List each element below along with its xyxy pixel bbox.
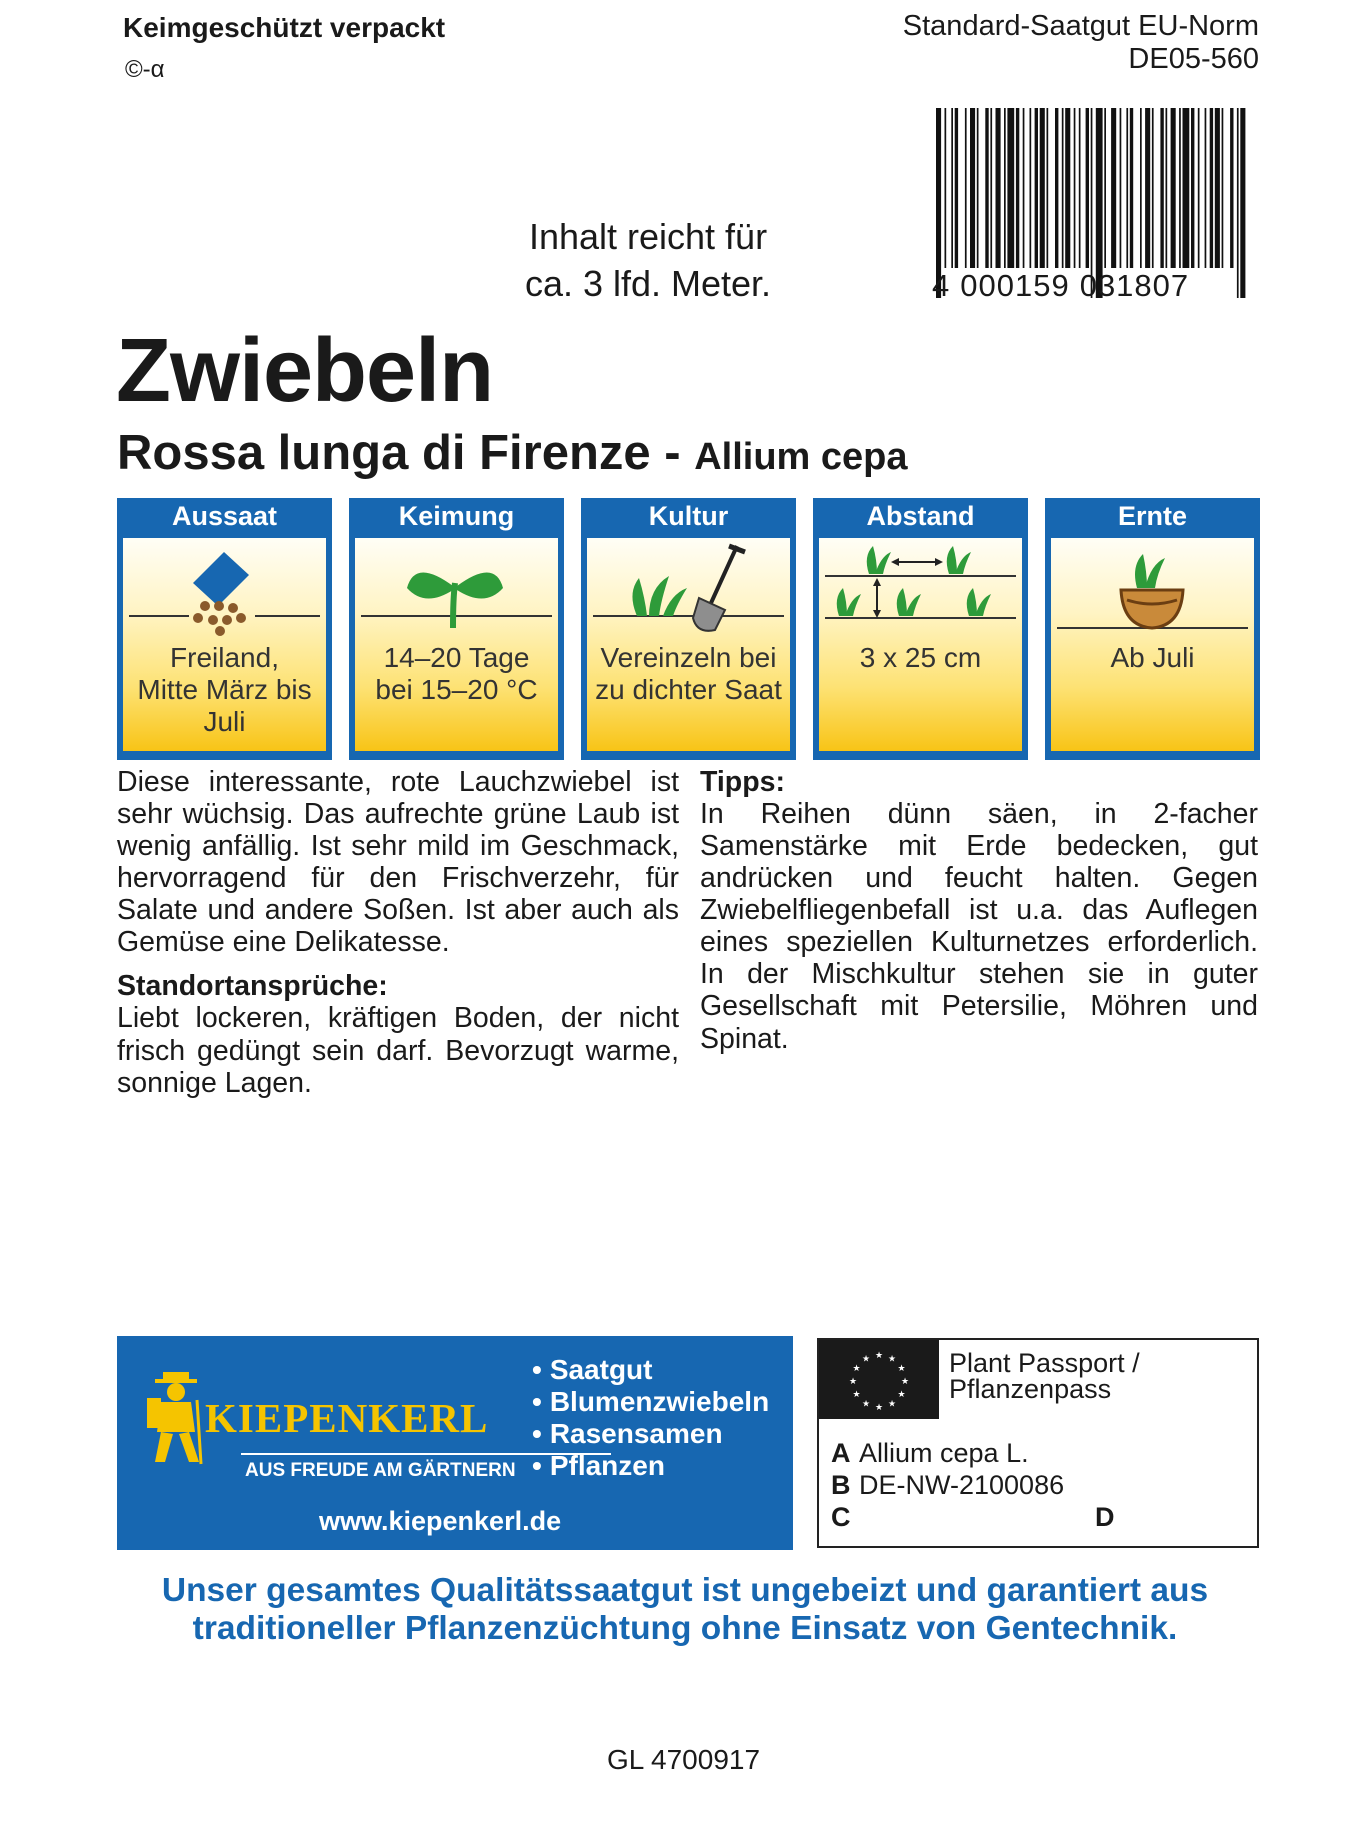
panel-title: Ernte — [1117, 501, 1188, 531]
panel-text-line: 14–20 Tage — [383, 642, 530, 673]
passport-label: C — [831, 1502, 851, 1532]
barcode-bar — [1230, 108, 1233, 268]
brand-item: • Saatgut — [532, 1354, 769, 1386]
panel-text-line: zu dichter Saat — [595, 674, 782, 706]
brand-url[interactable]: www.kiepenkerl.de — [319, 1506, 562, 1536]
passport-title-line: Pflanzenpass — [949, 1374, 1112, 1404]
barcode-bar — [1030, 108, 1032, 268]
panel-text-line: Freiland, — [170, 642, 279, 673]
standard-note — [903, 10, 1259, 76]
panel-keimung — [349, 498, 564, 760]
article-code: GL 4700917 — [606, 1744, 761, 1775]
description-right — [700, 766, 1258, 1055]
panel-title: Keimung — [398, 501, 515, 531]
barcode-bar — [1062, 108, 1064, 268]
barcode-bar — [1145, 108, 1150, 268]
panel-text — [591, 642, 786, 706]
panel-abstand — [813, 498, 1028, 760]
barcode-bar — [1120, 108, 1122, 268]
barcode-bar — [1222, 108, 1224, 268]
panel-text-line: Juli — [203, 706, 246, 738]
copyright-mark: ©-α — [125, 56, 165, 83]
barcode-bar — [1040, 108, 1045, 268]
barcode-bar — [1047, 108, 1049, 268]
passport-value: Allium cepa L. — [859, 1438, 1029, 1468]
barcode-bar — [1023, 108, 1025, 268]
panel-title: Abstand — [866, 501, 975, 531]
passport-title-line: Plant Passport / — [949, 1348, 1140, 1378]
standard-line-1: Standard-Saatgut EU-Norm — [902, 10, 1259, 42]
eu-star: ★ — [848, 1376, 858, 1386]
seed-packet-icon — [123, 538, 326, 638]
barcode-digits-right: 031807 — [1079, 268, 1190, 303]
barcode-bar — [1166, 108, 1168, 268]
passport-value: DE-NW-2100086 — [859, 1470, 1065, 1500]
latin-name: Allium cepa — [694, 436, 908, 478]
eu-star: ★ — [897, 1389, 906, 1399]
barcode-bar — [1126, 108, 1128, 268]
barcode-bar — [1130, 108, 1133, 268]
seedling-icon — [355, 538, 558, 638]
eu-star: ★ — [887, 1398, 897, 1409]
eu-star: ★ — [852, 1363, 861, 1373]
product-title: Zwiebeln — [116, 321, 494, 421]
barcode-bar — [1240, 108, 1245, 298]
description-intro: Diese interessante, rote Lauchzwiebel ist sehr wüchsig. Das aufrechte grüne Laub ist wenig anfällig. Ist sehr mild im Geschmack, hervorragend für den Frischverzehr, für Salate und andere Soßen. Ist aber auch als Gemüse eine Delikatesse. — [117, 766, 679, 959]
barcode-bar — [990, 108, 992, 268]
barcode-bar — [1140, 108, 1142, 268]
passport-label: D — [1095, 1502, 1115, 1532]
barcode-digit-first: 4 — [932, 268, 951, 303]
passport-row-d — [1095, 1502, 1123, 1533]
barcode-bar — [1111, 108, 1116, 268]
panel-title: Aussaat — [171, 501, 278, 531]
panel-text-line: Mitte März bis — [137, 674, 312, 706]
eu-star: ★ — [861, 1398, 871, 1409]
brand-item: • Pflanzen — [532, 1450, 769, 1482]
kiepenkerl-figure-icon — [145, 1370, 209, 1466]
brand-slogan: AUS FREUDE AM GÄRTNERN — [245, 1460, 516, 1481]
eu-star: ★ — [897, 1363, 906, 1373]
eu-stars-icon — [819, 1340, 939, 1419]
passport-label: A — [831, 1438, 851, 1468]
harvest-bowl-icon — [1051, 538, 1254, 638]
passport-row-a — [831, 1438, 1029, 1469]
passport-label: B — [831, 1470, 851, 1500]
eu-star: ★ — [852, 1389, 861, 1399]
panel-text-line: Vereinzeln bei — [600, 642, 777, 673]
panel-text — [359, 642, 554, 706]
barcode-bar — [965, 108, 967, 268]
passport-row-c — [831, 1502, 859, 1533]
plant-passport — [817, 1338, 1259, 1548]
panel-kultur — [581, 498, 796, 760]
barcode-bar — [1183, 108, 1190, 268]
brand-block — [117, 1336, 793, 1550]
guarantee-note — [140, 1572, 1230, 1647]
tips-text: In Reihen dünn säen, in 2-facher Samenstärke mit Erde bedecken, gut andrücken und feucht halten. Gegen Zwiebelfliegenbefall ist u.a. das Auflegen eines speziellen Kulturnetzes erforderlich. In der Mischkultur stehen sie in guter Gesellschaft mit Petersilie, Möhren und Spinat. — [700, 798, 1258, 1055]
brand-item: • Rasensamen — [532, 1418, 769, 1450]
guarantee-line: traditioneller Pflanzenzüchtung ohne Einsatz von Gentechnik. — [192, 1609, 1178, 1647]
barcode-bar — [1152, 108, 1154, 268]
barcode-bar — [945, 108, 947, 268]
barcode-digits-left: 000159 — [960, 268, 1070, 303]
eu-star: ★ — [900, 1376, 910, 1386]
barcode-bar — [1079, 108, 1081, 268]
passport-title — [949, 1350, 1140, 1402]
barcode-bar — [1171, 108, 1176, 268]
barcode-bar — [951, 108, 953, 268]
guarantee-line: Unser gesamtes Qualitätssaatgut ist ungebeizt und garantiert aus — [161, 1572, 1209, 1609]
info-panels — [117, 498, 1260, 760]
barcode-bar — [1237, 108, 1239, 298]
description-left — [117, 766, 679, 1099]
barcode-bar — [1104, 108, 1106, 268]
panel-aussaat — [117, 498, 332, 760]
spade-icon — [587, 538, 790, 638]
panel-title: Kultur — [648, 501, 729, 531]
barcode-bar — [1035, 108, 1038, 268]
barcode-bar — [1198, 108, 1200, 268]
panel-text-line: 3 x 25 cm — [859, 642, 982, 673]
eu-flag-icon — [819, 1340, 939, 1419]
tips-heading: Tipps: — [700, 766, 785, 798]
brand-name: KIEPENKERL — [205, 1395, 489, 1441]
barcode-bar — [1210, 108, 1213, 268]
content-note-line-1: Inhalt reicht für — [528, 216, 768, 257]
panel-text — [1055, 642, 1250, 674]
eu-star: ★ — [861, 1353, 871, 1364]
barcode-bar — [996, 108, 1001, 268]
barcode-bar — [1055, 108, 1058, 268]
barcode — [932, 108, 1252, 303]
eu-star: ★ — [887, 1353, 897, 1364]
product-subtitle — [117, 425, 908, 481]
panel-text — [823, 642, 1018, 674]
barcode-bar — [1016, 108, 1019, 268]
content-note — [508, 214, 788, 308]
standard-line-2: DE05-560 — [1128, 42, 1259, 75]
barcode-bar — [1205, 108, 1207, 268]
barcode-bar — [1074, 108, 1076, 268]
eu-star: ★ — [874, 1350, 884, 1360]
barcode-bar — [1065, 108, 1070, 268]
brand-product-list — [532, 1354, 769, 1482]
barcode-bar — [1160, 108, 1163, 268]
content-note-line-2: ca. 3 lfd. Meter. — [524, 262, 772, 304]
barcode-bar — [1007, 108, 1014, 268]
brand-item: • Blumenzwiebeln — [532, 1386, 769, 1418]
barcode-bar — [1191, 108, 1194, 268]
panel-text-line: Ab Juli — [1110, 642, 1195, 673]
variety-name: Rossa lunga di Firenze - — [117, 426, 681, 480]
eu-star: ★ — [874, 1402, 884, 1412]
barcode-bar — [977, 108, 979, 268]
spacing-icon — [819, 538, 1022, 638]
panel-text-line: bei 15–20 °C — [375, 674, 538, 706]
location-text: Liebt lockeren, kräftigen Boden, der nicht frisch gedüngt sein darf. Bevorzugt warme, sonnige Lagen. — [117, 1002, 679, 1099]
panel-ernte — [1045, 498, 1260, 760]
barcode-bar — [1215, 108, 1220, 268]
barcode-bar — [985, 108, 988, 268]
barcode-bar — [1179, 108, 1181, 268]
passport-row-b — [831, 1470, 1064, 1501]
barcode-bar — [1086, 108, 1089, 268]
location-heading: Standortansprüche: — [117, 970, 388, 1003]
panel-text — [127, 642, 322, 739]
barcode-number — [932, 268, 1189, 304]
barcode-bar — [1004, 108, 1006, 268]
barcode-bar — [955, 108, 958, 268]
packaging-note: Keimgeschützt verpackt — [123, 12, 446, 43]
barcode-bar — [970, 108, 975, 268]
